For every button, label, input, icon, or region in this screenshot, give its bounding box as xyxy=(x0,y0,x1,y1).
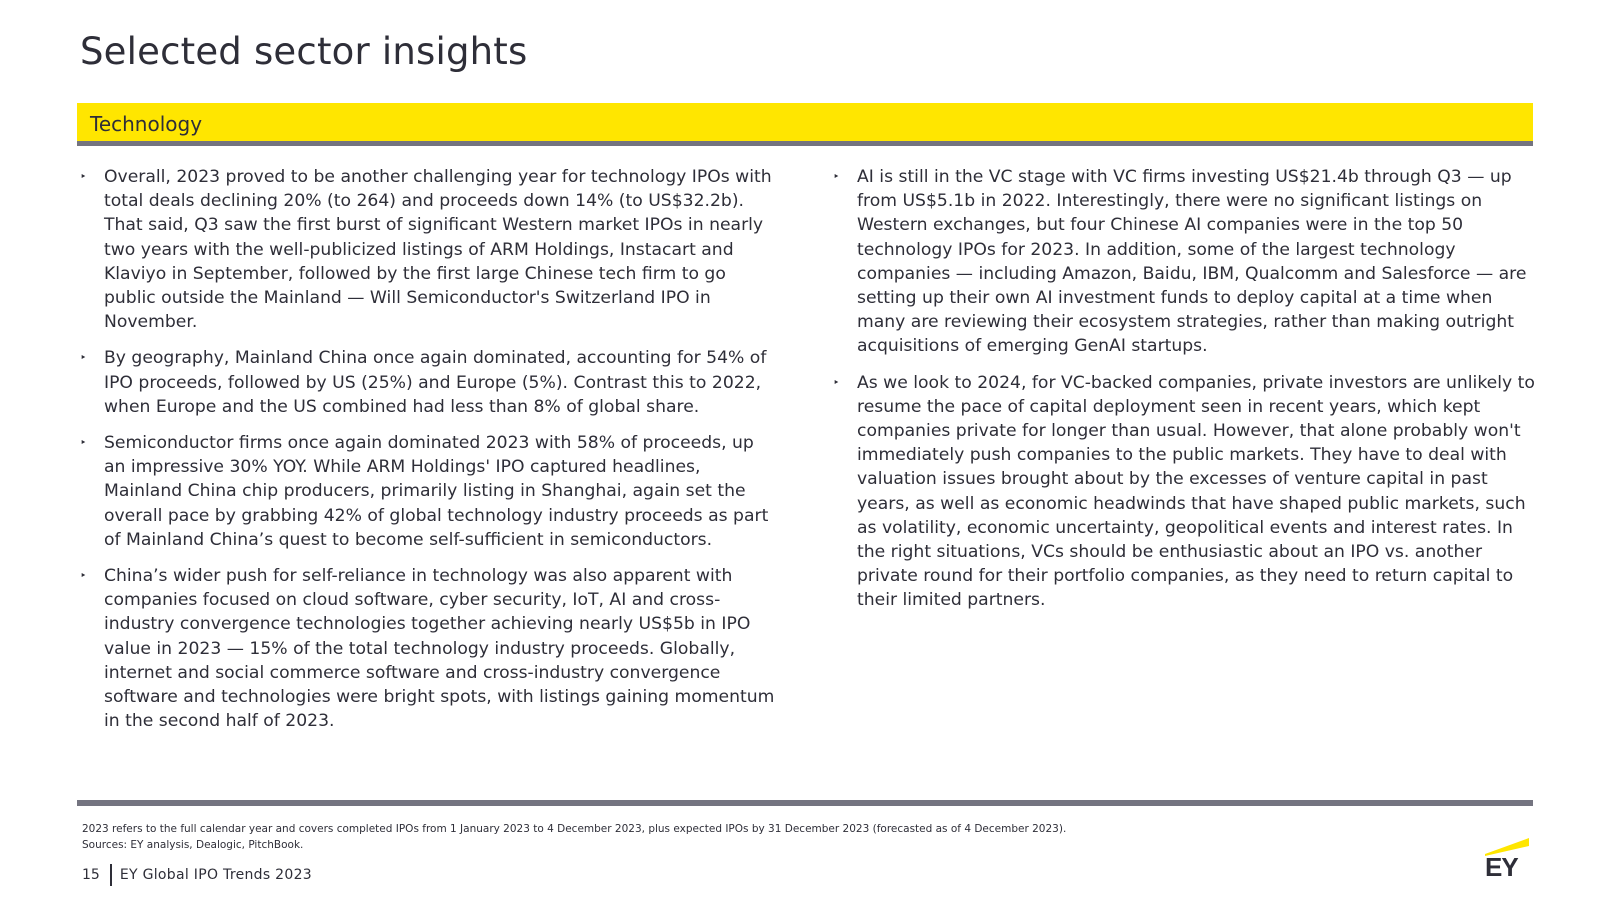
report-name: EY Global IPO Trends 2023 xyxy=(119,867,313,883)
footer-divider xyxy=(110,864,112,886)
bottom-divider xyxy=(77,800,1533,806)
bullet-marker-icon: ‣ xyxy=(80,170,87,183)
section-banner xyxy=(77,103,1533,146)
bullet-text: AI is still in the VC stage with VC firms investing US$21.4b through Q3 — up from US$5.1b in 2022. Interestingly, there were no significant listings on Western exchanges, but four Chinese AI companies were in the top 50 technology IPOs for 2023. In addition, some of the largest technology companies — including Amazon, Baidu, IBM, Qualcomm and Salesforce — are setting up their own AI investment funds to deploy capital at a time when many are reviewing their ecosystem strategies, rather than making outright acquisitions of emerging GenAI startups. xyxy=(857,167,1527,357)
bullet-text: By geography, Mainland China once again dominated, accounting for 54% of IPO proceeds, followed by US (25%) and Europe (5%). Contrast this to 2022, when Europe and the US combined had less than 8% of global share. xyxy=(104,348,767,417)
page-title: Selected sector insights xyxy=(80,30,528,73)
ey-logo-text: EY xyxy=(1485,852,1518,882)
section-banner-label: Technology xyxy=(90,112,203,136)
right-column xyxy=(833,165,1538,625)
bullet-marker-icon: ‣ xyxy=(80,351,87,365)
footnote: 2023 refers to the full calendar year and covers completed IPOs from 1 January 2023 to 4 December 2023, plus expected IPOs by 31 December 2023 (forecasted as of 4 December 2023). xyxy=(82,823,1067,835)
bullet-marker-icon: ‣ xyxy=(80,569,87,583)
bullet-item xyxy=(833,165,1538,359)
page-footer xyxy=(82,864,312,886)
bullet-marker-icon: ‣ xyxy=(833,170,840,183)
bullet-text: China’s wider push for self-reliance in technology was also apparent with companies focused on cloud software, cyber security, IoT, AI and cross-industry convergence technologies together achieving nearly US$5b in IPO value in 2023 — 15% of the total technology industry proceeds. Globally, internet and social commerce software and cross-industry convergence software and technologies were bright spots, with listings gaining momentum in the second half of 2023. xyxy=(104,566,775,732)
bullet-marker-icon: ‣ xyxy=(833,375,840,389)
bullet-text: Semiconductor firms once again dominated 2023 with 58% of proceeds, up an impressive 30% YOY. While ARM Holdings' IPO captured headlines, Mainland China chip producers, primarily listing in Shanghai, again set the overall pace by grabbing 42% of global technology industry proceeds as part of Mainland China’s quest to become self-sufficient in semiconductors. xyxy=(104,433,769,550)
bullet-item xyxy=(80,564,780,733)
bullet-text: As we look to 2024, for VC-backed companies, private investors are unlikely to resume the pace of capital deployment seen in recent years, which kept companies private for longer than usual. However, that alone probably won't immediately push companies to the public markets. They have to deal with valuation issues brought about by the excesses of venture capital in past years, as well as economic headwinds that have shaped public markets, such as volatility, economic uncertainty, geopolitical events and interest rates. In the right situations, VCs should be enthusiastic about an IPO vs. another private round for their portfolio companies, as they need to return capital to their limited partners. xyxy=(857,372,1535,611)
bullet-item xyxy=(80,431,780,552)
bullet-item xyxy=(833,371,1538,613)
bullet-text: Overall, 2023 proved to be another challenging year for technology IPOs with total deals declining 20% (to 264) and proceeds down 14% (to US$32.2b). That said, Q3 saw the first burst of significant Western market IPOs in nearly two years with the well-publicized listings of ARM Holdings, Instacart and Klaviyo in September, followed by the first large Chinese tech firm to go public outside the Mainland — Will Semiconductor's Switzerland IPO in November. xyxy=(104,167,772,333)
bullet-marker-icon: ‣ xyxy=(80,436,87,450)
ey-logo-icon xyxy=(1485,836,1529,880)
page-number: 15 xyxy=(82,867,100,883)
left-column xyxy=(80,165,780,745)
sources-note: Sources: EY analysis, Dealogic, PitchBook. xyxy=(82,839,304,851)
bullet-item xyxy=(80,165,780,334)
bullet-item xyxy=(80,346,780,419)
